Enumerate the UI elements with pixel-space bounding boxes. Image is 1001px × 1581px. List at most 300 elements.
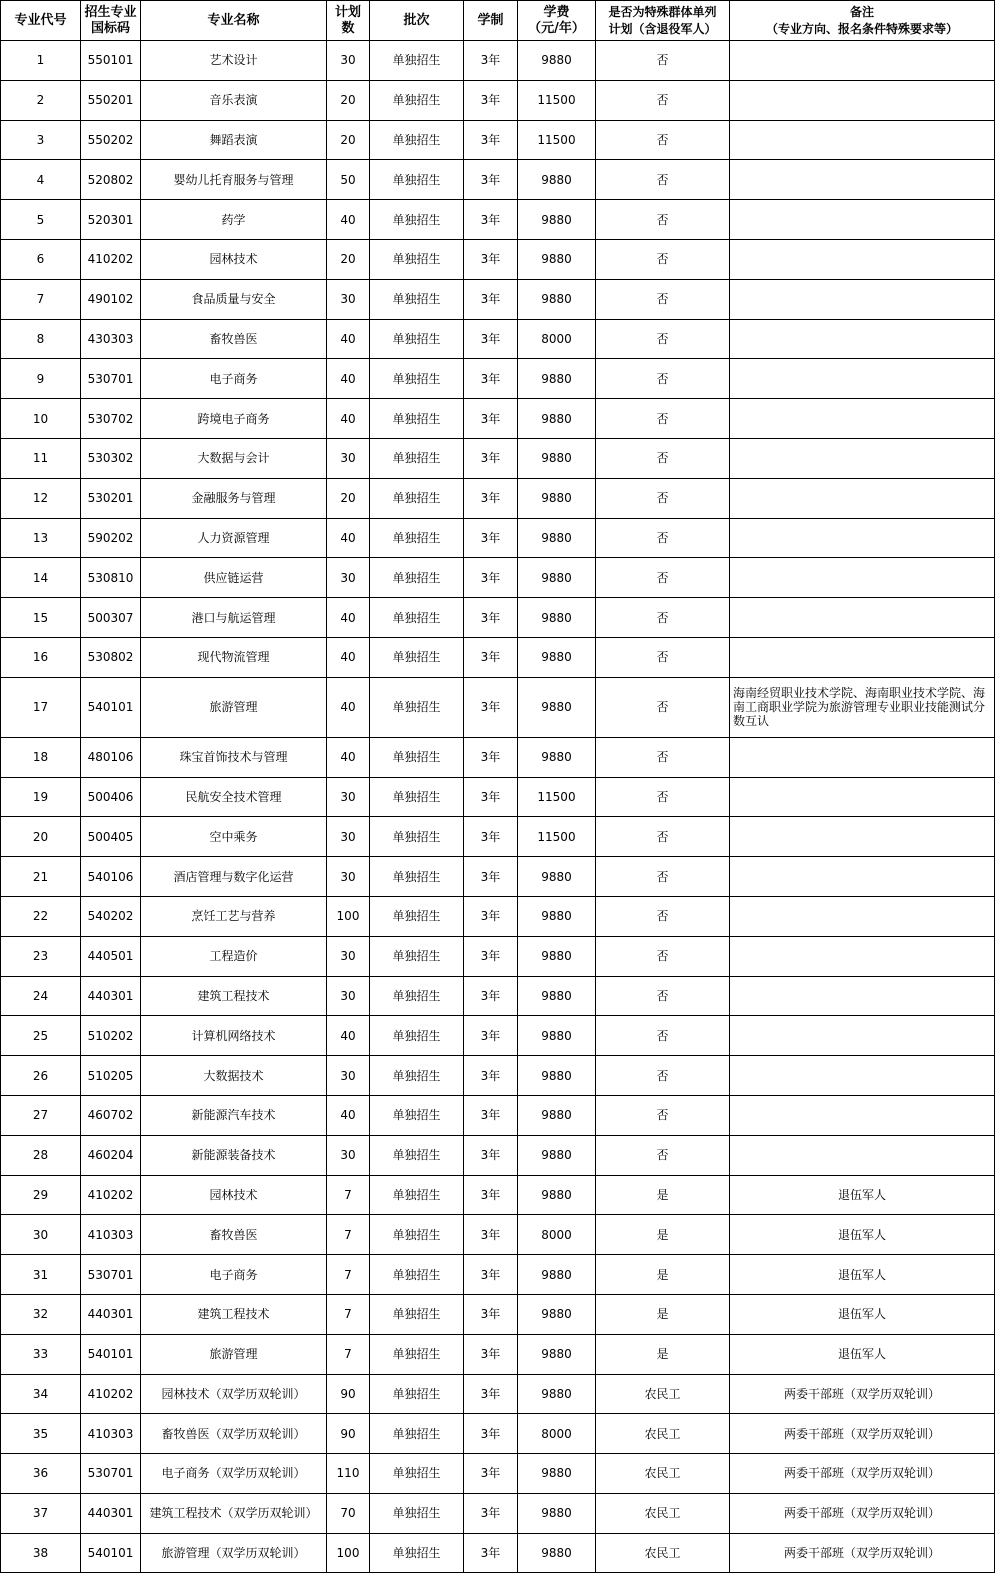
cell-major-code: 27 (1, 1095, 81, 1135)
cell-major-name: 艺术设计 (141, 41, 327, 81)
cell-batch: 单独招生 (370, 737, 464, 777)
header-duration: 学制 (464, 1, 518, 41)
cell-duration: 3年 (464, 1533, 518, 1573)
table-header-row (1, 1, 995, 41)
cell-major-name: 大数据与会计 (141, 438, 327, 478)
cell-remarks (730, 598, 995, 638)
cell-special-group: 是 (596, 1175, 730, 1215)
table-row (1, 478, 995, 518)
table-row (1, 817, 995, 857)
cell-national-code: 520301 (81, 200, 141, 240)
cell-plan-count: 30 (327, 558, 370, 598)
cell-national-code: 440301 (81, 1493, 141, 1533)
cell-plan-count: 40 (327, 518, 370, 558)
cell-national-code: 540101 (81, 1334, 141, 1374)
cell-major-name: 新能源装备技术 (141, 1135, 327, 1175)
cell-batch: 单独招生 (370, 1533, 464, 1573)
cell-plan-count: 40 (327, 319, 370, 359)
cell-tuition: 9880 (518, 558, 596, 598)
cell-tuition: 11500 (518, 817, 596, 857)
cell-national-code: 590202 (81, 518, 141, 558)
cell-remarks: 两委干部班（双学历双轮训） (730, 1493, 995, 1533)
cell-tuition: 9880 (518, 478, 596, 518)
cell-major-code: 28 (1, 1135, 81, 1175)
cell-batch: 单独招生 (370, 359, 464, 399)
cell-batch: 单独招生 (370, 1215, 464, 1255)
cell-major-name: 港口与航运管理 (141, 598, 327, 638)
cell-duration: 3年 (464, 478, 518, 518)
cell-plan-count: 7 (327, 1175, 370, 1215)
cell-special-group: 否 (596, 160, 730, 200)
cell-special-group: 否 (596, 80, 730, 120)
cell-national-code: 550201 (81, 80, 141, 120)
cell-tuition: 8000 (518, 1414, 596, 1454)
cell-major-code: 16 (1, 637, 81, 677)
cell-plan-count: 30 (327, 777, 370, 817)
table-row (1, 518, 995, 558)
cell-special-group: 否 (596, 777, 730, 817)
cell-major-code: 29 (1, 1175, 81, 1215)
cell-remarks: 退伍军人 (730, 1215, 995, 1255)
cell-duration: 3年 (464, 80, 518, 120)
cell-remarks (730, 817, 995, 857)
cell-plan-count: 90 (327, 1374, 370, 1414)
cell-plan-count: 40 (327, 1016, 370, 1056)
cell-national-code: 530802 (81, 637, 141, 677)
cell-national-code: 460204 (81, 1135, 141, 1175)
cell-major-name: 现代物流管理 (141, 637, 327, 677)
cell-plan-count: 30 (327, 976, 370, 1016)
table-row (1, 1334, 995, 1374)
cell-major-name: 工程造价 (141, 936, 327, 976)
cell-plan-count: 40 (327, 737, 370, 777)
cell-special-group: 否 (596, 1135, 730, 1175)
cell-national-code: 410202 (81, 239, 141, 279)
table-row (1, 737, 995, 777)
cell-national-code: 530302 (81, 438, 141, 478)
cell-plan-count: 20 (327, 239, 370, 279)
cell-batch: 单独招生 (370, 1175, 464, 1215)
cell-major-code: 10 (1, 399, 81, 439)
cell-tuition: 9880 (518, 200, 596, 240)
cell-special-group: 否 (596, 896, 730, 936)
cell-tuition: 9880 (518, 1533, 596, 1573)
cell-plan-count: 30 (327, 279, 370, 319)
cell-tuition: 11500 (518, 777, 596, 817)
table-row (1, 637, 995, 677)
cell-tuition: 9880 (518, 677, 596, 737)
cell-special-group: 否 (596, 438, 730, 478)
cell-national-code: 440501 (81, 936, 141, 976)
cell-tuition: 9880 (518, 637, 596, 677)
cell-remarks (730, 896, 995, 936)
cell-tuition: 9880 (518, 1255, 596, 1295)
cell-remarks (730, 1135, 995, 1175)
cell-special-group: 农民工 (596, 1533, 730, 1573)
cell-national-code: 410202 (81, 1374, 141, 1414)
cell-remarks: 退伍军人 (730, 1294, 995, 1334)
cell-tuition: 9880 (518, 518, 596, 558)
cell-special-group: 否 (596, 239, 730, 279)
cell-tuition: 9880 (518, 1294, 596, 1334)
cell-tuition: 9880 (518, 1334, 596, 1374)
cell-national-code: 520802 (81, 160, 141, 200)
header-major-code: 专业代号 (1, 1, 81, 41)
cell-special-group: 否 (596, 279, 730, 319)
cell-major-name: 旅游管理 (141, 1334, 327, 1374)
cell-batch: 单独招生 (370, 1056, 464, 1096)
table-body (1, 41, 995, 1573)
table-row (1, 936, 995, 976)
cell-national-code: 430303 (81, 319, 141, 359)
cell-duration: 3年 (464, 1294, 518, 1334)
table-row (1, 80, 995, 120)
cell-tuition: 9880 (518, 399, 596, 439)
cell-major-name: 跨境电子商务 (141, 399, 327, 439)
cell-remarks (730, 637, 995, 677)
cell-plan-count: 30 (327, 1135, 370, 1175)
cell-tuition: 9880 (518, 1135, 596, 1175)
cell-remarks: 退伍军人 (730, 1255, 995, 1295)
cell-batch: 单独招生 (370, 41, 464, 81)
cell-major-name: 大数据技术 (141, 1056, 327, 1096)
cell-duration: 3年 (464, 896, 518, 936)
cell-remarks: 退伍军人 (730, 1334, 995, 1374)
cell-duration: 3年 (464, 817, 518, 857)
table-row (1, 279, 995, 319)
cell-special-group: 否 (596, 399, 730, 439)
cell-plan-count: 7 (327, 1255, 370, 1295)
header-remarks-text: 备注 （专业方向、报名条件特殊要求等） (765, 4, 958, 36)
cell-major-name: 供应链运营 (141, 558, 327, 598)
cell-major-code: 38 (1, 1533, 81, 1573)
cell-tuition: 9880 (518, 41, 596, 81)
cell-special-group: 否 (596, 857, 730, 897)
cell-major-code: 21 (1, 857, 81, 897)
cell-duration: 3年 (464, 359, 518, 399)
cell-special-group: 否 (596, 936, 730, 976)
cell-duration: 3年 (464, 1414, 518, 1454)
table-row (1, 1414, 995, 1454)
table-row (1, 319, 995, 359)
cell-special-group: 是 (596, 1294, 730, 1334)
cell-duration: 3年 (464, 936, 518, 976)
cell-special-group: 否 (596, 478, 730, 518)
cell-special-group: 否 (596, 1095, 730, 1135)
cell-major-name: 畜牧兽医 (141, 1215, 327, 1255)
cell-batch: 单独招生 (370, 637, 464, 677)
cell-batch: 单独招生 (370, 976, 464, 1016)
cell-remarks: 退伍军人 (730, 1175, 995, 1215)
cell-remarks (730, 1095, 995, 1135)
cell-duration: 3年 (464, 598, 518, 638)
cell-national-code: 540101 (81, 677, 141, 737)
cell-duration: 3年 (464, 1175, 518, 1215)
cell-remarks (730, 399, 995, 439)
cell-national-code: 530701 (81, 1454, 141, 1494)
cell-major-code: 11 (1, 438, 81, 478)
cell-remarks (730, 1056, 995, 1096)
cell-remarks: 两委干部班（双学历双轮训） (730, 1414, 995, 1454)
cell-plan-count: 30 (327, 438, 370, 478)
cell-major-code: 7 (1, 279, 81, 319)
cell-special-group: 否 (596, 976, 730, 1016)
cell-remarks (730, 160, 995, 200)
cell-national-code: 440301 (81, 976, 141, 1016)
cell-plan-count: 7 (327, 1294, 370, 1334)
cell-duration: 3年 (464, 558, 518, 598)
cell-batch: 单独招生 (370, 319, 464, 359)
cell-plan-count: 40 (327, 359, 370, 399)
cell-tuition: 9880 (518, 1056, 596, 1096)
cell-tuition: 9880 (518, 737, 596, 777)
cell-batch: 单独招生 (370, 399, 464, 439)
cell-tuition: 11500 (518, 120, 596, 160)
cell-major-code: 33 (1, 1334, 81, 1374)
cell-major-code: 19 (1, 777, 81, 817)
cell-tuition: 9880 (518, 1016, 596, 1056)
cell-major-code: 20 (1, 817, 81, 857)
cell-national-code: 410303 (81, 1414, 141, 1454)
cell-plan-count: 20 (327, 478, 370, 518)
header-plan-count-text: 计划 数 (334, 4, 361, 36)
cell-major-code: 23 (1, 936, 81, 976)
cell-national-code: 410303 (81, 1215, 141, 1255)
cell-duration: 3年 (464, 160, 518, 200)
cell-national-code: 490102 (81, 279, 141, 319)
cell-plan-count: 100 (327, 896, 370, 936)
cell-plan-count: 30 (327, 41, 370, 81)
cell-major-name: 食品质量与安全 (141, 279, 327, 319)
cell-remarks (730, 319, 995, 359)
cell-remarks (730, 737, 995, 777)
cell-duration: 3年 (464, 1215, 518, 1255)
table-row (1, 399, 995, 439)
cell-special-group: 否 (596, 598, 730, 638)
cell-remarks (730, 936, 995, 976)
cell-duration: 3年 (464, 1095, 518, 1135)
cell-special-group: 否 (596, 677, 730, 737)
cell-remarks: 海南经贸职业技术学院、海南职业技术学院、海南工商职业学院为旅游管理专业职业技能测试分数互认 (730, 677, 995, 737)
cell-plan-count: 40 (327, 200, 370, 240)
cell-remarks (730, 359, 995, 399)
cell-national-code: 500406 (81, 777, 141, 817)
cell-national-code: 460702 (81, 1095, 141, 1135)
cell-duration: 3年 (464, 319, 518, 359)
cell-remarks: 两委干部班（双学历双轮训） (730, 1374, 995, 1414)
cell-national-code: 530201 (81, 478, 141, 518)
table-row (1, 41, 995, 81)
cell-national-code: 500405 (81, 817, 141, 857)
cell-batch: 单独招生 (370, 1493, 464, 1533)
cell-batch: 单独招生 (370, 896, 464, 936)
cell-remarks (730, 120, 995, 160)
cell-special-group: 否 (596, 558, 730, 598)
cell-tuition: 9880 (518, 857, 596, 897)
cell-major-name: 新能源汽车技术 (141, 1095, 327, 1135)
cell-batch: 单独招生 (370, 1095, 464, 1135)
cell-duration: 3年 (464, 200, 518, 240)
table-row (1, 1454, 995, 1494)
cell-duration: 3年 (464, 1016, 518, 1056)
cell-plan-count: 30 (327, 936, 370, 976)
cell-major-name: 人力资源管理 (141, 518, 327, 558)
table-row (1, 120, 995, 160)
cell-major-name: 畜牧兽医 (141, 319, 327, 359)
cell-batch: 单独招生 (370, 518, 464, 558)
cell-special-group: 是 (596, 1215, 730, 1255)
cell-duration: 3年 (464, 777, 518, 817)
cell-plan-count: 40 (327, 1095, 370, 1135)
cell-duration: 3年 (464, 399, 518, 439)
header-special-group (596, 1, 730, 41)
cell-tuition: 8000 (518, 319, 596, 359)
cell-major-name: 电子商务 (141, 1255, 327, 1295)
cell-national-code: 550202 (81, 120, 141, 160)
cell-duration: 3年 (464, 279, 518, 319)
cell-national-code: 550101 (81, 41, 141, 81)
cell-major-code: 9 (1, 359, 81, 399)
cell-major-name: 园林技术（双学历双轮训） (141, 1374, 327, 1414)
header-tuition (518, 1, 596, 41)
cell-major-code: 32 (1, 1294, 81, 1334)
cell-plan-count: 40 (327, 637, 370, 677)
header-tuition-text: 学费 （元/年） (528, 4, 585, 36)
cell-remarks (730, 777, 995, 817)
cell-tuition: 9880 (518, 1374, 596, 1414)
cell-special-group: 否 (596, 637, 730, 677)
table-row (1, 1493, 995, 1533)
cell-plan-count: 7 (327, 1215, 370, 1255)
cell-batch: 单独招生 (370, 1135, 464, 1175)
cell-national-code: 510205 (81, 1056, 141, 1096)
cell-batch: 单独招生 (370, 438, 464, 478)
cell-major-code: 17 (1, 677, 81, 737)
cell-special-group: 是 (596, 1255, 730, 1295)
table-row (1, 1374, 995, 1414)
cell-major-code: 18 (1, 737, 81, 777)
cell-tuition: 9880 (518, 438, 596, 478)
cell-major-name: 烹饪工艺与营养 (141, 896, 327, 936)
cell-duration: 3年 (464, 1454, 518, 1494)
table-row (1, 1533, 995, 1573)
cell-duration: 3年 (464, 637, 518, 677)
cell-special-group: 否 (596, 41, 730, 81)
cell-batch: 单独招生 (370, 1414, 464, 1454)
table-row (1, 558, 995, 598)
cell-special-group: 否 (596, 737, 730, 777)
cell-batch: 单独招生 (370, 936, 464, 976)
cell-major-name: 民航安全技术管理 (141, 777, 327, 817)
cell-major-name: 酒店管理与数字化运营 (141, 857, 327, 897)
header-national-code-text: 招生专业 国标码 (84, 4, 137, 36)
table-row (1, 1294, 995, 1334)
cell-major-name: 婴幼儿托育服务与管理 (141, 160, 327, 200)
cell-duration: 3年 (464, 1334, 518, 1374)
cell-major-name: 畜牧兽医（双学历双轮训） (141, 1414, 327, 1454)
table-row (1, 896, 995, 936)
cell-major-name: 旅游管理（双学历双轮训） (141, 1533, 327, 1573)
cell-batch: 单独招生 (370, 1294, 464, 1334)
cell-major-name: 空中乘务 (141, 817, 327, 857)
table-row (1, 857, 995, 897)
table-row (1, 438, 995, 478)
cell-national-code: 480106 (81, 737, 141, 777)
cell-batch: 单独招生 (370, 1454, 464, 1494)
cell-remarks (730, 857, 995, 897)
table-row (1, 160, 995, 200)
cell-batch: 单独招生 (370, 777, 464, 817)
cell-national-code: 500307 (81, 598, 141, 638)
cell-remarks (730, 558, 995, 598)
cell-major-code: 3 (1, 120, 81, 160)
cell-remarks (730, 1016, 995, 1056)
cell-special-group: 否 (596, 200, 730, 240)
cell-duration: 3年 (464, 1374, 518, 1414)
cell-major-name: 旅游管理 (141, 677, 327, 737)
cell-major-code: 35 (1, 1414, 81, 1454)
cell-major-name: 园林技术 (141, 239, 327, 279)
table-row (1, 677, 995, 737)
cell-tuition: 8000 (518, 1215, 596, 1255)
cell-special-group: 否 (596, 319, 730, 359)
cell-duration: 3年 (464, 239, 518, 279)
table-row (1, 1215, 995, 1255)
cell-tuition: 9880 (518, 1454, 596, 1494)
cell-special-group: 否 (596, 1056, 730, 1096)
cell-tuition: 9880 (518, 896, 596, 936)
cell-duration: 3年 (464, 677, 518, 737)
cell-national-code: 530702 (81, 399, 141, 439)
cell-national-code: 510202 (81, 1016, 141, 1056)
cell-remarks (730, 518, 995, 558)
cell-tuition: 9880 (518, 160, 596, 200)
table-row (1, 239, 995, 279)
table-row (1, 1135, 995, 1175)
cell-plan-count: 30 (327, 817, 370, 857)
cell-special-group: 否 (596, 359, 730, 399)
cell-major-code: 2 (1, 80, 81, 120)
cell-major-code: 5 (1, 200, 81, 240)
cell-special-group: 否 (596, 817, 730, 857)
cell-national-code: 540101 (81, 1533, 141, 1573)
cell-plan-count: 30 (327, 857, 370, 897)
cell-major-code: 37 (1, 1493, 81, 1533)
cell-national-code: 540106 (81, 857, 141, 897)
cell-major-name: 珠宝首饰技术与管理 (141, 737, 327, 777)
cell-duration: 3年 (464, 1056, 518, 1096)
cell-remarks (730, 279, 995, 319)
cell-duration: 3年 (464, 41, 518, 81)
cell-major-name: 舞蹈表演 (141, 120, 327, 160)
cell-duration: 3年 (464, 1493, 518, 1533)
cell-batch: 单独招生 (370, 160, 464, 200)
table-row (1, 200, 995, 240)
table-row (1, 1016, 995, 1056)
cell-plan-count: 50 (327, 160, 370, 200)
cell-batch: 单独招生 (370, 677, 464, 737)
header-national-code (81, 1, 141, 41)
cell-duration: 3年 (464, 438, 518, 478)
cell-major-code: 14 (1, 558, 81, 598)
cell-major-code: 36 (1, 1454, 81, 1494)
cell-batch: 单独招生 (370, 1334, 464, 1374)
cell-major-code: 25 (1, 1016, 81, 1056)
cell-major-code: 6 (1, 239, 81, 279)
table-row (1, 1175, 995, 1215)
cell-special-group: 农民工 (596, 1454, 730, 1494)
header-major-name: 专业名称 (141, 1, 327, 41)
